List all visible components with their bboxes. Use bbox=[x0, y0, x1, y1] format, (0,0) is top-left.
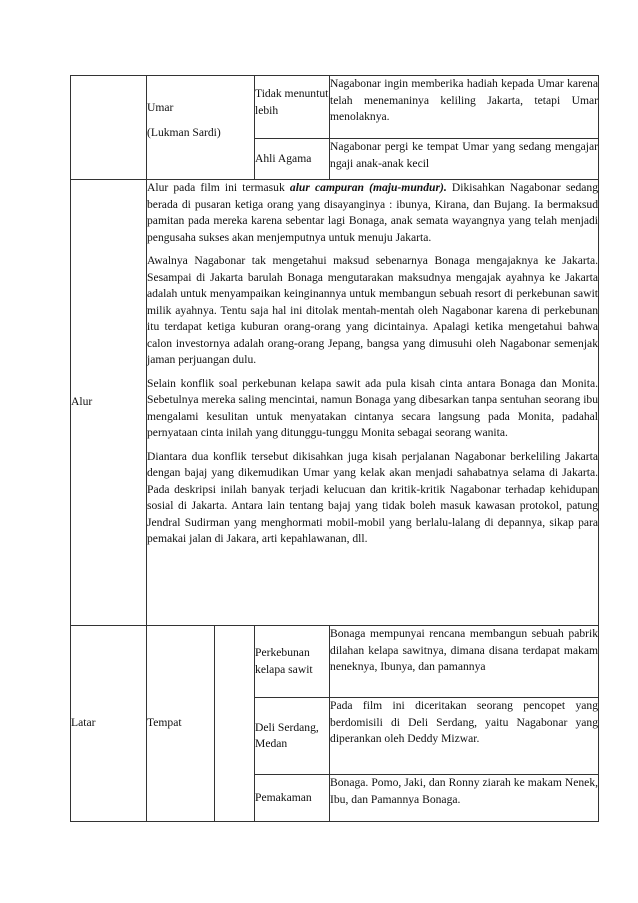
alur-paragraph-3: Selain konflik soal perkebunan kelapa sawit ada pula kisah cinta antara Bonaga dan Monita. Sebetulnya mereka saling mencintai, namun Bonaga yang dibesarkan tanpa sentuhan seorang ibu mengalami kesulitan untuk menyatakan cintanya secara langsung pada Monita, padahal pernyataan cinta inilah yang ditunggu-tunggu Monita sebagai seorang wanita. bbox=[147, 376, 599, 439]
place-label: Perkebunan kelapa sawit bbox=[255, 646, 313, 676]
trait-label: Ahli Agama bbox=[255, 151, 312, 165]
trait-desc-cell bbox=[330, 76, 599, 139]
alur-paragraph-1: Alur pada film ini termasuk alur campuran (maju-mundur). Dikisahkan Nagabonar sedang berada di pusaran ketiga orang yang disayanginya : ibunya, Kirana, dan Bujang. Ia bermaksud pamitan pada mereka karena sebentar lagi Bonaga, anak semata wayangnya yang telah menjadi pengusaha sukses akan menjemputnya untuk menuju Jakarta. bbox=[147, 181, 599, 244]
alur-content-cell bbox=[147, 180, 599, 626]
umar-empty-cell bbox=[71, 76, 147, 180]
character-actor: (Lukman Sardi) bbox=[147, 125, 221, 139]
tempat-label-cell bbox=[147, 626, 215, 822]
alur-paragraph-2: Awalnya Nagabonar tak mengetahui maksud sebenarnya Bonaga mengajaknya ke Jakarta. Sesampai di Jakarta barulah Bonaga mengutarakan maksudnya mengajak ayahnya ke Jakarta adalah untuk menyampaikan keinginannya untuk membangun sebuah resort di perkebunan sawit milik ayahnya. Tentu saja hal ini ditolak mentah-mentah oleh Nagabonar karena di perkebunan itu terdapat ketiga kuburan orang-orang yang dicintainya. Apalagi ketika mengetahui bahwa calon investornya adalah orang-orang Jepang, bangsa yang dimusuhi oleh Nagabonar semenjak jaman perjuangan dulu. bbox=[147, 254, 599, 366]
alur-type-emphasis: alur campuran (maju-mundur). bbox=[289, 181, 447, 194]
trait-desc-cell bbox=[330, 139, 599, 180]
place-cell bbox=[255, 626, 330, 698]
place-description: Pada film ini diceritakan seorang pencopet yang berdomisili di Deli Serdang, yaitu Nagabonar yang diperankan oleh Deddy Mizwar. bbox=[330, 699, 599, 745]
place-cell bbox=[255, 698, 330, 775]
trait-label: Tidak menuntut lebih bbox=[255, 87, 329, 117]
latar-label-cell bbox=[71, 626, 147, 822]
place-label: Deli Serdang, Medan bbox=[255, 720, 319, 750]
place-desc-cell bbox=[330, 698, 599, 775]
alur-label-cell bbox=[71, 180, 147, 626]
trait-description: Nagabonar ingin memberika hadiah kepada Umar karena telah menemaninya keliling Jakarta, tetapi Umar menolaknya. bbox=[330, 77, 599, 123]
character-name: Umar bbox=[147, 101, 174, 114]
section-label-alur: Alur bbox=[71, 395, 93, 409]
analysis-table bbox=[70, 75, 599, 822]
umar-character-cell bbox=[147, 76, 255, 180]
section-label-latar: Latar bbox=[71, 716, 96, 730]
umar-row-1 bbox=[71, 76, 599, 139]
place-cell bbox=[255, 775, 330, 822]
place-label: Pemakaman bbox=[255, 790, 312, 804]
place-desc-cell bbox=[330, 775, 599, 822]
latar-row-1 bbox=[71, 626, 599, 698]
trait-description: Nagabonar pergi ke tempat Umar yang sedang mengajar ngaji anak-anak kecil bbox=[330, 140, 599, 170]
place-desc-cell bbox=[330, 626, 599, 698]
alur-paragraph-4: Diantara dua konflik tersebut dikisahkan juga kisah perjalanan Nagabonar berkeliling Jakarta dengan bajaj yang dikemudikan Umar yang kelak akan menjadi sahabatnya selama di Jakarta. Pada deskripsi inilah banyak terjadi kelucuan dan kritik-kritik Nagabonar terhadap kehidupan sosial di Jakarta. Antara lain tentang bajaj yang tidak boleh masuk kawasan protokol, patung Jendral Sudirman yang menghormati mobil-mobil yang berlalu-lalang di depannya, sikap para pemakai jalan di Jakara, arti kepahlawanan, dll. bbox=[147, 449, 599, 545]
alur-row bbox=[71, 180, 599, 626]
place-description: Bonaga. Pomo, Jaki, dan Ronny ziarah ke makam Nenek, Ibu, dan Pamannya Bonaga. bbox=[330, 776, 599, 806]
spacer-cell bbox=[215, 626, 255, 822]
trait-cell bbox=[255, 139, 330, 180]
trait-cell bbox=[255, 76, 330, 139]
sublabel-tempat: Tempat bbox=[147, 716, 182, 730]
place-description: Bonaga mempunyai rencana membangun sebuah pabrik dilahan kelapa sawitnya, dimana disana terdapat makam neneknya, Ibunya, dan pamannya bbox=[330, 627, 599, 673]
